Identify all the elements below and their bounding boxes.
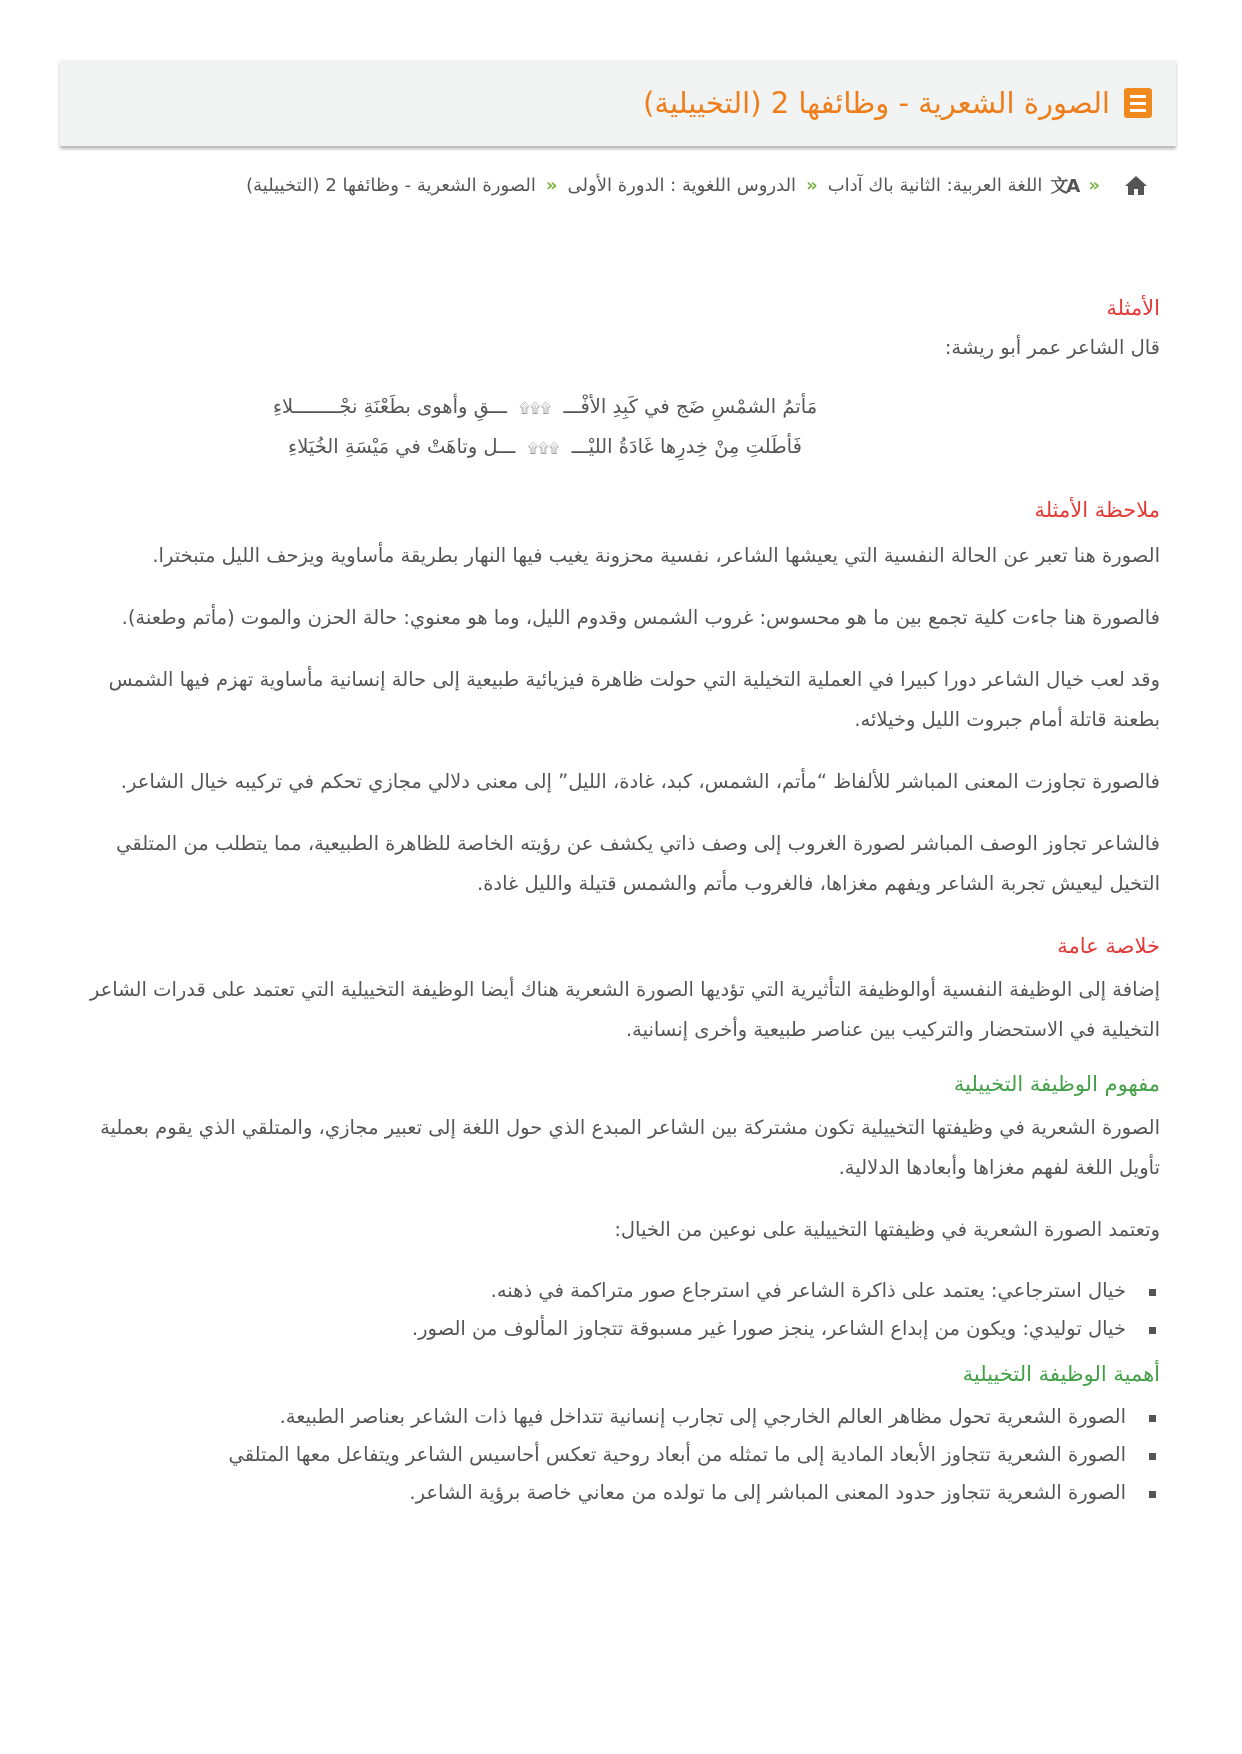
home-icon[interactable] bbox=[1124, 174, 1148, 196]
article-content bbox=[80, 296, 1160, 1512]
verse-separator: ۩۩۩ bbox=[527, 441, 560, 457]
concept-paragraph-2: وتعتمد الصورة الشعرية في وظيفتها التخييلية على نوعين من الخيال: bbox=[614, 1218, 1160, 1241]
verse-2-first-half: فَأطَلتِ مِنْ خِدرِها غَادَةُ الليْـــ bbox=[571, 435, 802, 458]
list-item: خيال توليدي: ويكون من إبداع الشاعر، ينجز صورا غير مسبوقة تتجاوز المألوف من الصور. bbox=[80, 1310, 1160, 1348]
section-heading-concept: مفهوم الوظيفة التخييلية bbox=[953, 1072, 1160, 1096]
imagination-types-list bbox=[80, 1272, 1160, 1348]
verse-1-second-half: ـــقِ وأهوى بطَعْنَةِ نجْــــــــلاءِ bbox=[272, 395, 508, 418]
summary-paragraph: إضافة إلى الوظيفة النفسية أوالوظيفة التأثيرية التي تؤديها الصورة الشعرية هناك أيضا الوظيفة التخييلية التي تعتمد على قدرات الشاعر التخيلية في الاستحضار والتركيب بين عناصر طبيعية وأخرى إنسانية. bbox=[89, 978, 1160, 1041]
list-item: خيال استرجاعي: يعتمد على ذاكرة الشاعر في استرجاع صور متراكمة في ذهنه. bbox=[80, 1272, 1160, 1310]
verse-1-first-half: مَأتمُ الشمْسِ ضَج في كَبِدِ الأفْـــ bbox=[563, 395, 818, 418]
breadcrumb-item-current: الصورة الشعرية - وظائفها 2 (التخييلية) bbox=[246, 174, 536, 196]
examples-intro: قال الشاعر عمر أبو ريشة: bbox=[944, 336, 1160, 359]
breadcrumb-separator: « bbox=[806, 174, 818, 196]
breadcrumb-item-subject[interactable]: اللغة العربية: الثانية باك آداب bbox=[827, 174, 1043, 196]
notes-paragraph-1: الصورة هنا تعبر عن الحالة النفسية التي يعيشها الشاعر، نفسية محزونة يغيب فيها النهار بطريقة مأساوية ويزحف الليل متبخترا. bbox=[152, 544, 1160, 567]
breadcrumb bbox=[246, 170, 1148, 200]
section-heading-importance: أهمية الوظيفة التخييلية bbox=[962, 1362, 1160, 1386]
page-title: الصورة الشعرية - وظائفها 2 (التخييلية) bbox=[643, 86, 1110, 120]
notes-paragraph-3: وقد لعب خيال الشاعر دورا كبيرا في العملية التخيلية التي حولت ظاهرة فيزيائية طبيعية إلى حالة إنسانية مأساوية تهزم فيها الشمس بطعنة قاتلة أمام جبروت الليل وخيلائه. bbox=[108, 668, 1160, 731]
list-item: الصورة الشعرية تحول مظاهر العالم الخارجي إلى تجارب إنسانية تتداخل فيها ذات الشاعر بعناصر الطبيعة. bbox=[80, 1398, 1160, 1436]
importance-list bbox=[80, 1398, 1160, 1512]
page-header bbox=[60, 60, 1176, 146]
list-item: الصورة الشعرية تتجاوز الأبعاد المادية إلى ما تمثله من أبعاد روحية تعكس أحاسيس الشاعر ويتفاعل معها المتلقي bbox=[80, 1436, 1160, 1474]
section-heading-examples: الأمثلة bbox=[1106, 296, 1160, 320]
verse-2-second-half: ـــل وتاهَتْ في مَيْسَةِ الخُيَلاءِ bbox=[288, 435, 516, 458]
section-heading-summary: خلاصة عامة bbox=[1057, 934, 1160, 958]
verse-separator: ۩۩۩ bbox=[519, 401, 552, 417]
notes-paragraph-4: فالصورة تجاوزت المعنى المباشر للألفاظ “مأتم، الشمس، كبد، غادة، الليل” إلى معنى دلالي مجازي تحكم في تركيبه خيال الشاعر. bbox=[120, 770, 1160, 793]
notes-paragraph-2: فالصورة هنا جاءت كلية تجمع بين ما هو محسوس: غروب الشمس وقدوم الليل، وما هو معنوي: حالة الحزن والموت (مأتم وطعنة). bbox=[121, 606, 1160, 629]
notes-paragraph-5: فالشاعر تجاوز الوصف المباشر لصورة الغروب إلى وصف ذاتي يكشف عن رؤيته الخاصة للظاهرة الطبيعية، مما يتطلب من المتلقي التخيل ليعيش تجربة الشاعر ويفهم مغزاها، فالغروب مأتم والشمس قتيلة والليل غادة. bbox=[116, 832, 1160, 895]
poem-verse-2 bbox=[80, 428, 1160, 468]
section-heading-notes: ملاحظة الأمثلة bbox=[1034, 498, 1160, 522]
breadcrumb-item-lessons[interactable]: الدروس اللغوية : الدورة الأولى bbox=[567, 174, 797, 196]
breadcrumb-separator: « bbox=[545, 174, 558, 196]
breadcrumb-separator: « bbox=[1088, 174, 1100, 196]
translate-icon: 文A bbox=[1050, 176, 1079, 197]
concept-paragraph-1: الصورة الشعرية في وظيفتها التخييلية تكون مشتركة بين الشاعر المبدع الذي حول اللغة إلى تعبير مجازي، والمتلقي الذي يقوم بعملية تأويل اللغة لفهم مغزاها وأبعادها الدلالية. bbox=[100, 1116, 1160, 1179]
document-icon bbox=[1124, 88, 1152, 118]
list-item: الصورة الشعرية تتجاوز حدود المعنى المباشر إلى ما تولده من معاني خاصة برؤية الشاعر. bbox=[80, 1474, 1160, 1512]
poem bbox=[80, 388, 1160, 468]
poem-verse-1 bbox=[80, 388, 1160, 428]
